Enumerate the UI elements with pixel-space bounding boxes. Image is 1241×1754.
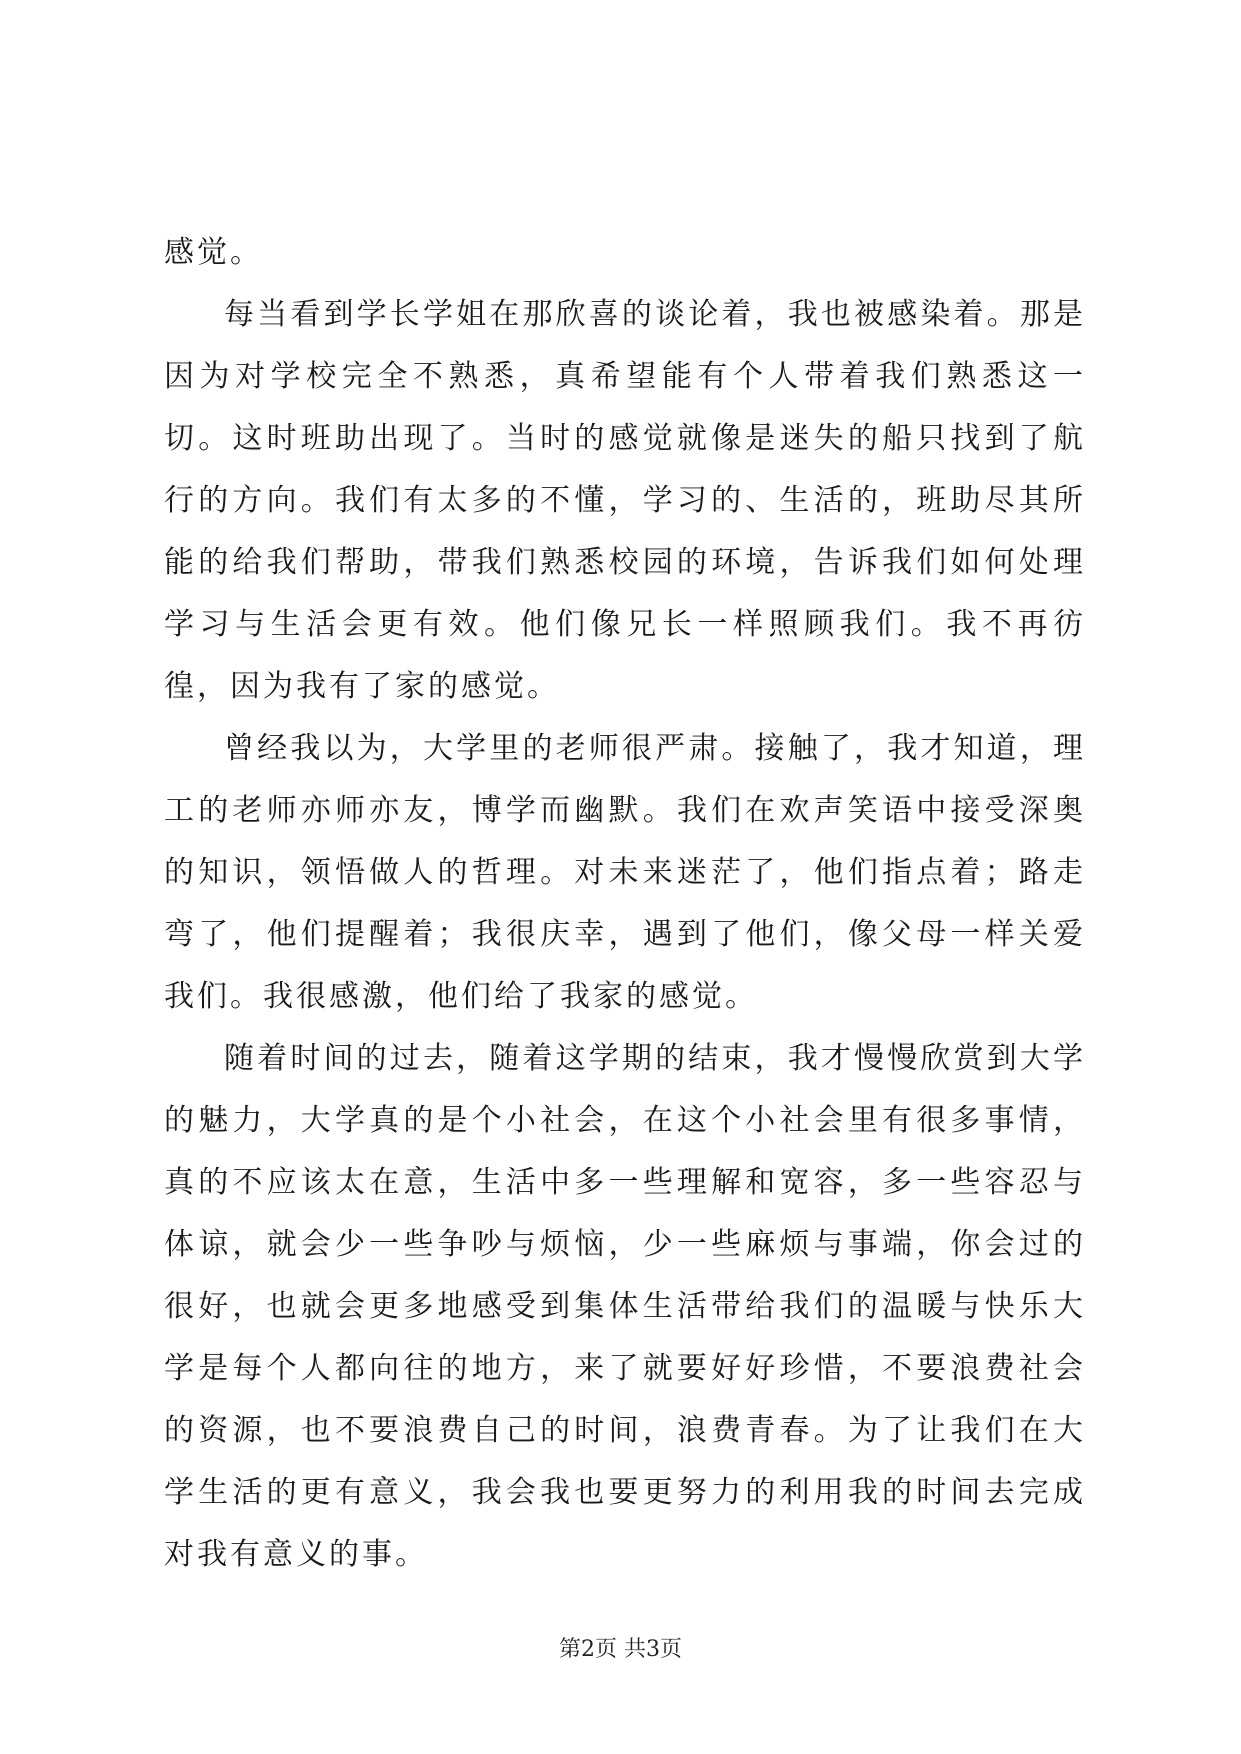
document-body [164, 222, 1086, 1586]
page-number-footer: 第2页 共3页 [559, 1637, 682, 1662]
paragraph: 曾经我以为，大学里的老师很严肃。接触了，我才知道，理工的老师亦师亦友，博学而幽默。我们在欢声笑语中接受深奥的知识，领悟做人的哲理。对未来迷茫了，他们指点着；路走弯了，他们提醒着；我很庆幸，遇到了他们，像父母一样关爱我们。我很感激，他们给了我家的感觉。 [164, 731, 1086, 1014]
paragraph: 随着时间的过去，随着这学期的结束，我才慢慢欣赏到大学的魅力，大学真的是个小社会，在这个小社会里有很多事情，真的不应该太在意，生活中多一些理解和宽容，多一些容忍与体谅，就会少一些争吵与烦恼，少一些麻烦与事端，你会过的很好，也就会更多地感受到集体生活带给我们的温暖与快乐大学是每个人都向往的地方，来了就要好好珍惜，不要浪费社会的资源，也不要浪费自己的时间，浪费青春。为了让我们在大学生活的更有意义，我会我也要更努力的利用我的时间去完成对我有意义的事。 [164, 1041, 1086, 1572]
paragraph: 每当看到学长学姐在那欣喜的谈论着，我也被感染着。那是因为对学校完全不熟悉，真希望能有个人带着我们熟悉这一切。这时班助出现了。当时的感觉就像是迷失的船只找到了航行的方向。我们有太多的不懂，学习的、生活的，班助尽其所能的给我们帮助，带我们熟悉校园的环境，告诉我们如何处理学习与生活会更有效。他们像兄长一样照顾我们。我不再彷徨，因为我有了家的感觉。 [164, 297, 1086, 704]
paragraph-continuation: 感觉。 [164, 235, 263, 270]
